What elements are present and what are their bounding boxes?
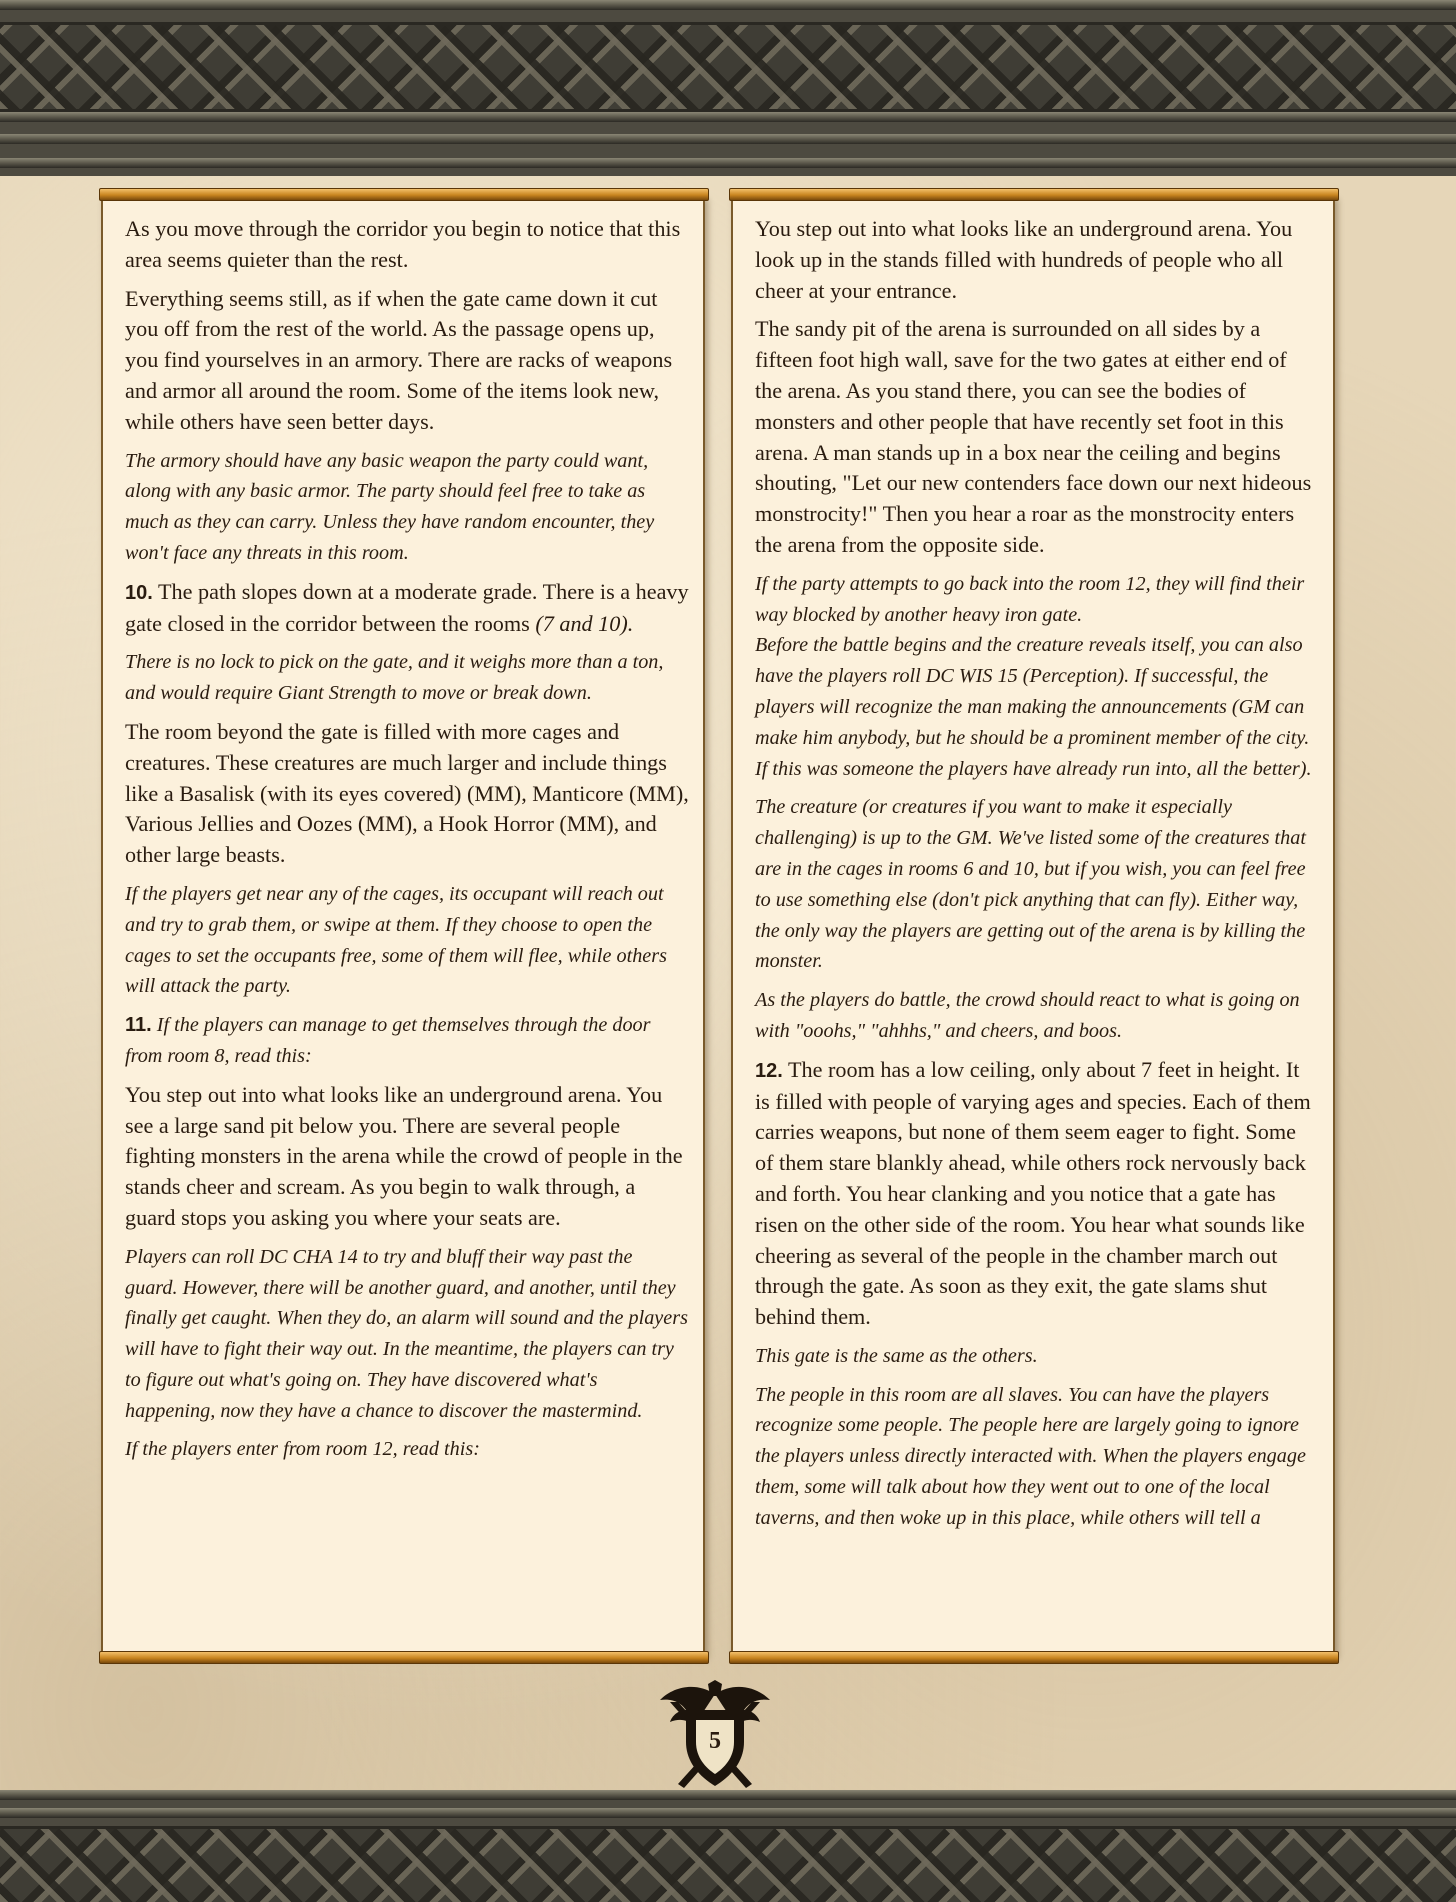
bottom-stone-border (0, 1790, 1456, 1899)
panel-top-bar (99, 188, 709, 201)
room-12-entry (755, 1055, 1319, 1333)
room-10-entry (125, 577, 689, 640)
top-stone-border (0, 0, 1456, 176)
gm-note: The creature (or creatures if you want to make it especially challenging) is up to the GM. We've listed some of the creatures that are in the cages in rooms 6 and 10, but if you wish, you can feel free to use something else (don't pick anything that can fly). Either way, the only way the players are getting out of the arena is by killing the monster. (755, 796, 1306, 973)
gm-note: The people in this room are all slaves. You can have the players recognize some people. The people here are largely going to ignore the players unless directly interacted with. When the players engage them, some will talk about how they went out to one of the local taverns, and then woke up in this place, while others will tell a (755, 1383, 1306, 1529)
gm-note: If the players get near any of the cages, its occupant will reach out and try to grab them, or swipe at them. If they choose to open the cages to set the occupants free, some of them will flee, while others will attack the party. (125, 882, 667, 998)
gm-note: If the players enter from room 12, read this: (125, 1438, 480, 1461)
paragraph: As you move through the corridor you begin to notice that this area seems quieter than the rest. (125, 216, 681, 272)
celtic-knot-band (0, 1826, 1456, 1902)
room-description: The room has a low ceiling, only about 7 feet in height. It is filled with people of varying ages and species. Each of them carries weapons, but none of them seem eager to fight. Some of them stare blankly ahead, while others rock nervously back and forth. You hear clanking and you notice that a gate has risen on the other side of the room. You hear what sounds like cheering as several of the people in the chamber march out through the gate. As soon as they exit, the gate slams shut behind them. (755, 1056, 1311, 1330)
gm-note: There is no lock to pick on the gate, and it weighs more than a ton, and would require Giant Strength to move or break down. (125, 651, 664, 705)
left-column-text (125, 214, 689, 1473)
left-text-panel (101, 196, 705, 1656)
paragraph: Everything seems still, as if when the gate came down it cut you off from the rest of the world. As the passage opens up, you find yourselves in an armory. There are racks of weapons and armor all around the room. Some of the items look new, while others have seen better days. (125, 285, 673, 434)
gm-note: This gate is the same as the others. (755, 1344, 1038, 1367)
room-number: 11. (125, 1014, 152, 1037)
room-description: If the players can manage to get themselves through the door from room 8, read this: (125, 1014, 651, 1067)
gm-note: Players can roll DC CHA 14 to try and bluff their way past the guard. However, there will be another guard, and another, until they finally get caught. When they do, an alarm will sound and the players will have to fight their way out. In the meantime, the players can try to figure out what's going on. They have discovered what's happening, now they have a chance to discover the mastermind. (125, 1245, 688, 1422)
page-number: 5 (709, 1728, 721, 1754)
panel-bottom-bar (99, 1651, 709, 1664)
paragraph: The sandy pit of the arena is surrounded on all sides by a fifteen foot high wall, save for the two gates at either end of the arena. As you stand there, you can see the bodies of monsters and other people that have recently set foot in this arena. A man stands up in a box near the ceiling and begins shouting, "Let our new contenders face down our next hideous monstrocity!" Then you hear a roar as the monstrocity enters the arena from the opposite side. (755, 316, 1312, 557)
paragraph: You step out into what looks like an underground arena. You see a large sand pit below you. There are several people fighting monsters in the arena while the crowd of people in the stands cheer and scream. As you begin to walk through, a guard stops you asking you where your seats are. (125, 1081, 683, 1230)
paragraph: The room beyond the gate is filled with more cages and creatures. These creatures are much larger and include things like a Basalisk (with its eyes covered) (MM), Manticore (MM), Various Jellies and Oozes (MM), a Hook Horror (MM), and other large beasts. (125, 718, 689, 868)
right-column-text (755, 214, 1319, 1542)
gm-note: The armory should have any basic weapon the party could want, along with any basic armor. The party should feel free to take as much as they can carry. Unless they have random encounter, they won't face any threats in this room. (125, 449, 655, 564)
room-number: 10. (125, 581, 153, 604)
gm-note: As the players do battle, the crowd should react to what is going on with "ooohs," "ahhhs," and cheers, and boos. (755, 989, 1300, 1042)
gm-note: If the party attempts to go back into the room 12, they will find their way blocked by another heavy iron gate. (755, 572, 1305, 626)
gm-note: Before the battle begins and the creature reveals itself, you can also have the players roll DC WIS 15 (Perception). If successful, the players will recognize the man making the announcements (GM can make him anybody, but he should be a prominent member of the city. If this was someone the players have already run into, all the better). (755, 634, 1312, 780)
right-text-panel (731, 196, 1335, 1656)
room-description: The path slopes down at a moderate grade. There is a heavy gate closed in the corridor between the rooms (125, 578, 689, 636)
room-reference: (7 and 10). (535, 610, 634, 636)
panel-bottom-bar (729, 1651, 1339, 1664)
celtic-knot-band (0, 22, 1456, 112)
paragraph: You step out into what looks like an underground arena. You look up in the stands filled with hundreds of people who all cheer at your entrance. (755, 216, 1293, 303)
panel-top-bar (729, 188, 1339, 201)
room-number: 12. (755, 1059, 783, 1082)
room-11-entry (125, 1010, 689, 1072)
